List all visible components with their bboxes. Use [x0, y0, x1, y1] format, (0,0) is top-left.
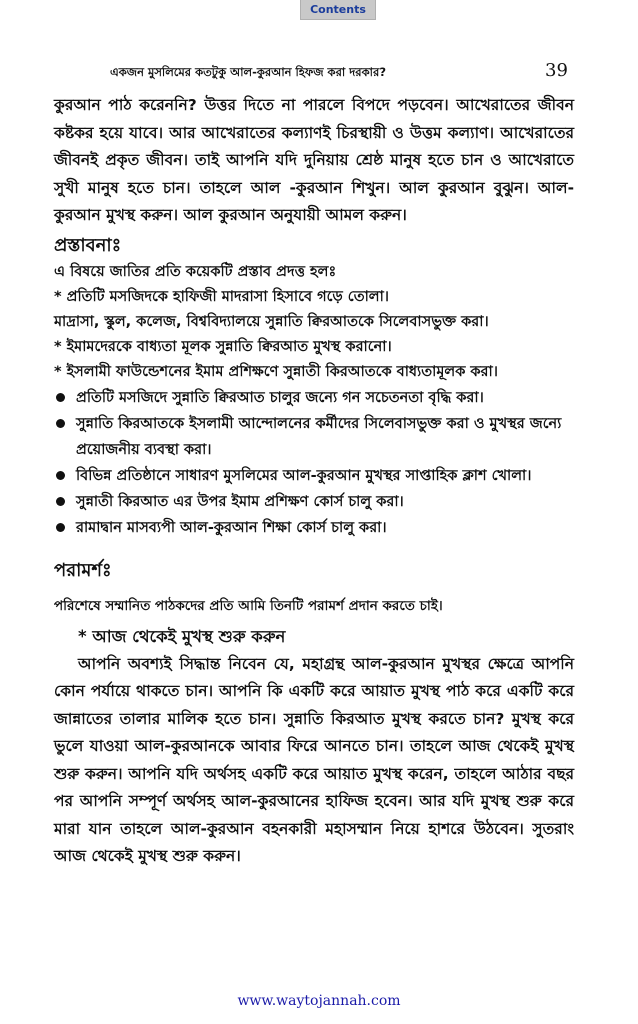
advice-paragraph: আপনি অবশ্যই সিদ্ধান্ত নিবেন যে, মহাগ্রন্থ আল-কুরআন মুখস্থর ক্ষেত্রে আপনি কোন পর্যায়ে থাকতে চান। আপনি কি একটি করে আয়াত মুখস্থ পাঠ করে একটি করে জান্নাতের তালার মালিক হতে চান। সুন্নাতি কিরআত মুখস্থ করতে চান? মুখস্থ করে ভুলে যাওয়া আল-কুরআনকে আবার ফিরে আনতে চান। তাহলে আজ থেকেই মুখস্থ শুরু করুন। আপনি যদি অর্থসহ একটি করে আয়াত মুখস্থ করেন, তাহলে আঠার বছর পর আপনি সম্পূর্ণ অর্থসহ আল-কুরআনের হাফিজ হবেন। আর যদি মুখস্থ শুরু করে মারা যান তাহলে আল-কুরআন বহনকারী মহাসম্মান নিয়ে হাশরে উঠবেন। সুতরাং আজ থেকেই মুখস্থ শুরু করুন। — [54, 654, 574, 865]
footer-url: www.waytojannah.com — [237, 993, 401, 1009]
proposal-line: * প্রতিটি মসজিদকে হাফিজী মাদরাসা হিসাবে গড়ে তোলা। — [54, 288, 389, 305]
advice-intro: পরিশেষে সম্মানিত পাঠকদের প্রতি আমি তিনটি পরামর্শ প্রদান করতে চাই। — [54, 597, 443, 614]
list-item — [54, 463, 574, 489]
bullet-icon — [56, 497, 65, 506]
list-item — [54, 385, 574, 411]
proposal-line: * ইমামদেরকে বাধ্যতা মূলক সুন্নাতি ক্বিরআত মুখস্থ করানো। — [54, 338, 392, 355]
list-item-text: সুন্নাতী কিরআত এর উপর ইমাম প্রশিক্ষণ কোর্স চালু করা। — [76, 493, 404, 510]
running-title: একজন মুসলিমের কতটুকু আল-কুরআন হিফজ করা দরকার? — [110, 65, 387, 79]
proposals-intro: এ বিষয়ে জাতির প্রতি কয়েকটি প্রস্তাব প্রদত্ত হলঃ — [54, 263, 337, 280]
proposals-heading: প্রস্তাবনাঃ — [54, 234, 122, 256]
intro-paragraph: কুরআন পাঠ করেননি? উত্তর দিতে না পারলে বিপদে পড়বেন। আখেরাতের জীবন কষ্টকর হয়ে যাবে। আর আখেরাতের কল্যাণই চিরস্থায়ী ও উত্তম কল্যাণ। আখেরাতের জীবনই প্রকৃত জীবন। তাই আপনি যদি দুনিয়ায় শ্রেষ্ঠ মানুষ হতে চান ও আখেরাতে সুখী মানুষ হতে চান। তাহলে আল -কুরআন শিখুন। আল কুরআন বুঝুন। আল-কুরআন মুখস্থ করুন। আল কুরআন অনুযায়ী আমল করুন। — [54, 96, 574, 224]
advice-subheading: * আজ থেকেই মুখস্থ শুরু করুন — [78, 626, 286, 646]
advice-heading: পরামর্শঃ — [54, 559, 112, 581]
proposal-bullet-list — [54, 385, 574, 541]
proposal-line: মাদ্রাসা, স্কুল, কলেজ, বিশ্ববিদ্যালয়ে সুন্নাতি ক্বিরআতকে সিলেবাসভুক্ত করা। — [54, 313, 489, 330]
page-body — [54, 92, 574, 871]
bullet-icon — [56, 393, 65, 402]
bullet-icon — [56, 471, 65, 480]
list-item — [54, 515, 574, 541]
list-item-text: বিভিন্ন প্রতিষ্ঠানে সাধারণ মুসলিমের আল-কুরআন মুখস্থর সাপ্তাহিক ক্লাশ খোলা। — [76, 467, 532, 484]
proposal-line: * ইসলামী ফাউন্ডেশনের ইমাম প্রশিক্ষণে সুন্নাতী কিরআতকে বাধ্যতামূলক করা। — [54, 363, 498, 380]
page-number: 39 — [545, 60, 568, 81]
list-item — [54, 489, 574, 515]
bullet-icon — [56, 523, 65, 532]
list-item — [54, 411, 574, 463]
list-item-text: প্রতিটি মসজিদে সুন্নাতি ক্বিরআত চালুর জন্যে গন সচেতনতা বৃদ্ধি করা। — [76, 389, 484, 406]
list-item-text: রামাদ্বান মাসব্যপী আল-কুরআন শিক্ষা কোর্স চালু করা। — [76, 519, 387, 536]
list-item-text: সুন্নাতি কিরআতকে ইসলামী আন্দোলনের কর্মীদের সিলেবাসভুক্ত করা ও মুখস্থর জন্যে প্রয়োজনীয় ব্যবস্থা করা। — [76, 415, 562, 458]
bullet-icon — [56, 419, 65, 428]
contents-button[interactable]: Contents — [300, 0, 376, 20]
